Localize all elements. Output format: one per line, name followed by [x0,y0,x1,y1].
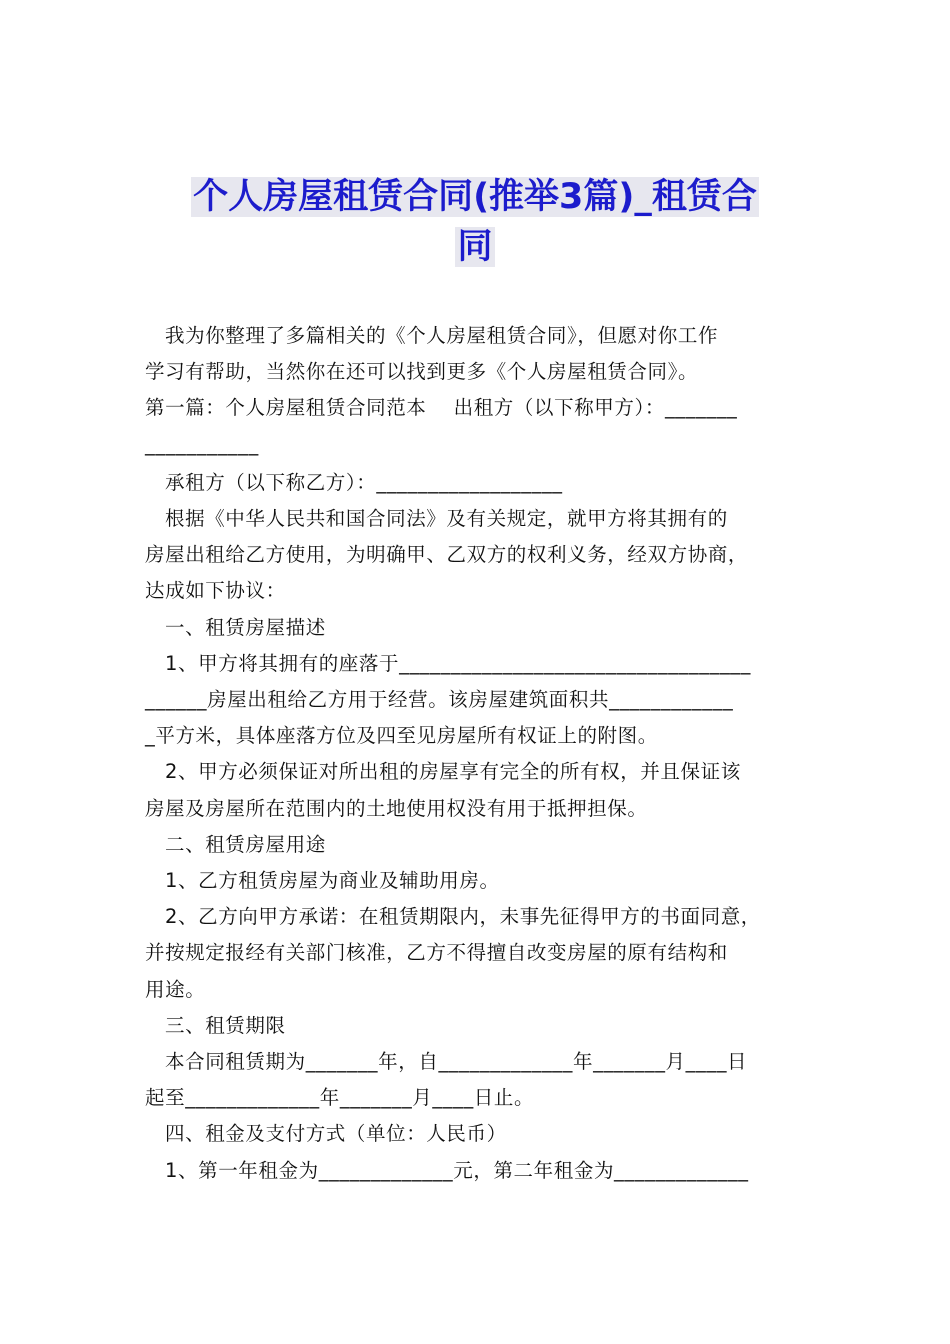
section-heading: 一、租赁房屋描述 [165,615,326,639]
paragraph-line: 1、乙方租赁房屋为商业及辅助用房。 [165,869,500,893]
title-line-1: 个人房屋租赁合同(推举3篇)_租赁合 [193,177,757,217]
section-heading: 四、租金及支付方式（单位：人民币） [165,1122,507,1146]
paragraph-line: 学习有帮助，当然你在还可以找到更多《个人房屋租赁合同》。 [145,360,699,384]
paragraph-line: 1、第一年租金为_____________元，第二年租金为_____________ [165,1158,749,1182]
section-heading: 二、租赁房屋用途 [165,832,326,856]
paragraph-line: ___________ [145,432,259,456]
document-title [150,172,800,272]
paragraph-line: 并按规定报经有关部门核准，乙方不得擅自改变房屋的原有结构和 [145,941,728,965]
paragraph-line: 本合同租赁期为_______年，自_____________年_______月____日 [165,1050,748,1074]
section-heading: 三、租赁期限 [165,1013,286,1037]
paragraph-line: _平方米，具体座落方位及四至见房屋所有权证上的附图。 [145,724,658,748]
paragraph-line: 房屋及房屋所在范围内的土地使用权没有用于抵押担保。 [145,796,648,820]
paragraph-line: 第一篇：个人房屋租赁合同范本 出租方（以下称甲方）：_______ [145,396,738,420]
paragraph-line: 1、甲方将其拥有的座落于__________________________________ [165,651,752,675]
paragraph-line: 房屋出租给乙方使用，为明确甲、乙双方的权利义务，经双方协商， [145,543,749,567]
paragraph-line: 我为你整理了多篇相关的《个人房屋租赁合同》，但愿对你工作 [165,324,719,347]
paragraph-line: 用途。 [145,977,206,1001]
paragraph-line: 起至_____________年_______月____日止。 [145,1086,535,1110]
paragraph-line: ______房屋出租给乙方用于经营。该房屋建筑面积共____________ [145,688,734,712]
paragraph-line: 达成如下协议： [145,579,286,603]
paragraph-line: 根据《中华人民共和国合同法》及有关规定，就甲方将其拥有的 [165,507,728,531]
paragraph-line: 2、甲方必须保证对所出租的房屋享有完全的所有权，并且保证该 [165,760,741,784]
paragraph-line: 2、乙方向甲方承诺：在租赁期限内，未事先征得甲方的书面同意， [165,905,761,929]
title-line-2: 同 [457,227,493,267]
document-body [145,318,810,1189]
paragraph-line: 承租方（以下称乙方）：__________________ [165,470,563,494]
